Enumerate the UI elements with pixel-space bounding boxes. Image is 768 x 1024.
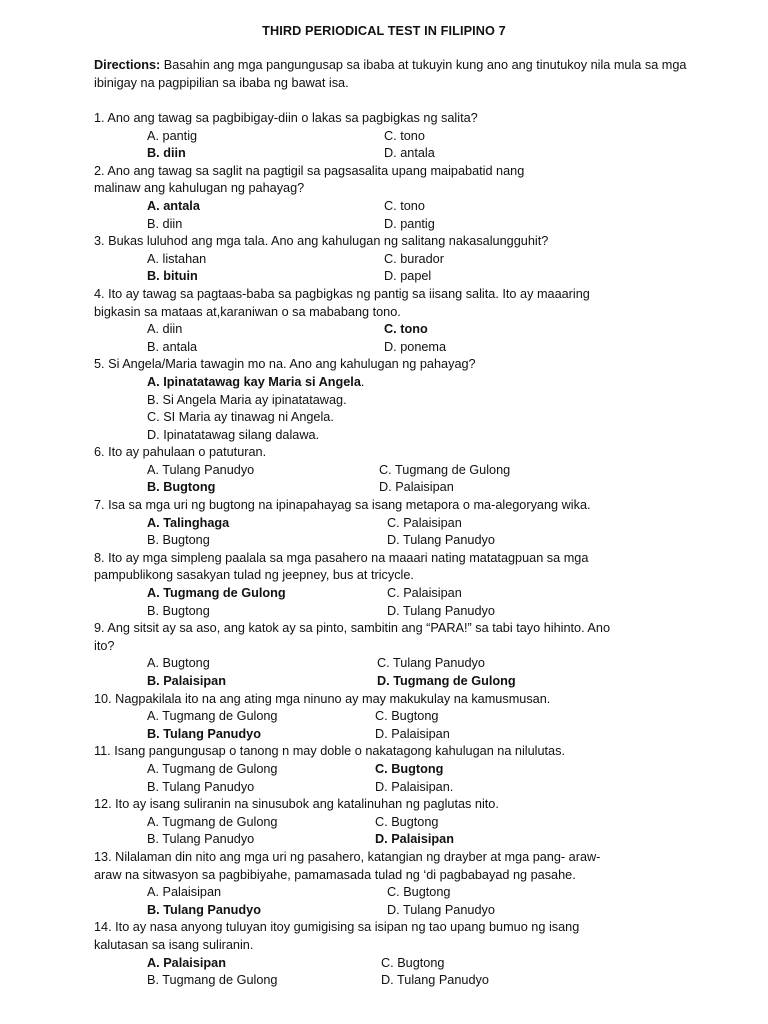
answer-choice <box>94 392 704 410</box>
question-item <box>94 497 704 550</box>
directions <box>94 57 704 92</box>
question-item <box>94 620 704 690</box>
answer-choice-correct: D. Tugmang de Gulong <box>377 674 516 688</box>
answer-choice: B. Tugmang de Gulong <box>147 973 278 988</box>
answer-choice: C. Tugmang de Gulong <box>379 462 511 477</box>
answer-choice: D. antala <box>384 146 435 161</box>
answer-choice-correct: C. Bugtong <box>375 761 444 776</box>
answer-choice: B. Bugtong <box>147 603 210 618</box>
answer-choice-correct: C. tono <box>384 322 428 337</box>
question-text: kalutasan sa isang suliranin. <box>94 937 254 952</box>
choices-row <box>94 814 704 832</box>
answer-choice: B. Bugtong <box>147 533 210 548</box>
question-text: malinaw ang kahulugan ng pahayag? <box>94 181 305 196</box>
answer-choice-correct <box>94 374 704 392</box>
question-text: 7. Isa sa mga uri ng bugtong na ipinapahayag sa isang metapora o ma-alegoryang wika. <box>94 498 591 513</box>
choices-row <box>94 603 704 621</box>
answer-choice: B. Tulang Panudyo <box>147 832 255 847</box>
choices-row <box>94 708 704 726</box>
choices-row <box>94 462 704 480</box>
answer-choice: A. diin <box>147 322 183 337</box>
answer-choice: A. Tulang Panudyo <box>147 462 255 477</box>
choices-row <box>94 655 704 673</box>
question-text: 1. Ano ang tawag sa pagbibigay-diin o lakas sa pagbigkas ng salita? <box>94 111 478 125</box>
choices-row <box>94 479 704 497</box>
answer-choice-correct: A. Palaisipan <box>147 955 226 970</box>
question-text: 11. Isang pangungusap o tanong n may doble o nakatagong kahulugan na nilulutas. <box>94 744 565 759</box>
choices-row <box>94 515 704 533</box>
answer-choice: C. Bugtong <box>375 709 439 724</box>
question-item <box>94 110 704 163</box>
answer-choice-correct: B. bituin <box>147 269 198 284</box>
question-text: 14. Ito ay nasa anyong tuluyan itoy gumigising sa isipan ng tao upang bumuo ng isang <box>94 920 580 935</box>
answer-choice: D. Palaisipan <box>375 726 450 741</box>
answer-choice-correct: A. Talinghaga <box>147 515 230 530</box>
choices-row <box>94 761 704 779</box>
answer-choice <box>94 409 704 427</box>
answer-choice-correct: D. Palaisipan <box>375 832 454 847</box>
answer-choice: C. tono <box>384 128 425 143</box>
answer-choice: D. Tulang Panudyo <box>381 973 489 988</box>
question-text: araw na sitwasyon sa pagbibiyahe, pamamasada tulad ng ‘di pagbabayad ng pasahe. <box>94 867 576 882</box>
questions-list <box>94 110 704 990</box>
answer-choice: D. Tulang Panudyo <box>387 902 495 917</box>
answer-choice-correct: B. Tulang Panudyo <box>147 902 261 917</box>
question-item <box>94 356 704 444</box>
answer-choice: B. diin <box>147 216 183 231</box>
question-text: ito? <box>94 638 115 653</box>
answer-choice-correct: B. Tulang Panudyo <box>147 726 261 741</box>
choices-row <box>94 198 704 216</box>
question-item <box>94 550 704 620</box>
answer-choice-correct: A. antala <box>147 198 200 213</box>
answer-choice-text: A. Ipinatatawag kay Maria si Angela <box>147 374 361 389</box>
question-text: 8. Ito ay mga simpleng paalala sa mga pasahero na maaari nating matatagpuan sa mga <box>94 550 589 565</box>
choices-row <box>94 884 704 902</box>
choices-row <box>94 972 704 990</box>
directions-label: Directions: <box>94 58 161 72</box>
choices-row <box>94 779 704 797</box>
question-text: 13. Nilalaman din nito ang mga uri ng pasahero, katangian ng drayber at mga pang- araw- <box>94 849 601 864</box>
answer-choice-correct: B. diin <box>147 146 186 161</box>
answer-choice: A. Palaisipan <box>147 885 222 900</box>
answer-choice: D. pantig <box>384 216 435 231</box>
answer-choice-punctuation: . <box>360 374 365 389</box>
answer-choice: A. Bugtong <box>147 656 210 671</box>
choices-row <box>94 532 704 550</box>
answer-choice: C. tono <box>384 198 425 213</box>
question-item <box>94 796 704 849</box>
answer-choice: C. Palaisipan <box>387 586 462 601</box>
choices-row <box>94 673 704 691</box>
answer-choice: D. Palaisipan <box>379 480 454 495</box>
answer-choice-text: D. Ipinatatawag silang dalawa. <box>147 427 320 442</box>
answer-choice <box>94 427 704 445</box>
question-item <box>94 691 704 744</box>
question-item <box>94 163 704 233</box>
choices-row <box>94 726 704 744</box>
answer-choice: A. listahan <box>147 251 207 266</box>
page-title: THIRD PERIODICAL TEST IN FILIPINO 7 <box>262 24 506 38</box>
choices-row <box>94 321 704 339</box>
answer-choice: B. Tulang Panudyo <box>147 779 255 794</box>
question-text: 9. Ang sitsit ay sa aso, ang katok ay sa pinto, sambitin ang “PARA!” sa tabi tayo hihinto. Ano <box>94 621 611 636</box>
question-item <box>94 849 704 919</box>
choices-row <box>94 585 704 603</box>
question-text: 3. Bukas luluhod ang mga tala. Ano ang kahulugan ng salitang nakasalungguhit? <box>94 234 549 249</box>
answer-choice: C. Tulang Panudyo <box>377 656 485 671</box>
question-text: pampublikong sasakyan tulad ng jeepney, bus at tricycle. <box>94 568 414 583</box>
answer-choice: A. Tugmang de Gulong <box>147 709 278 724</box>
choices-row <box>94 216 704 234</box>
question-item <box>94 286 704 356</box>
answer-choice-text: C. SI Maria ay tinawag ni Angela. <box>147 410 334 425</box>
question-text: 12. Ito ay isang suliranin na sinusubok ang katalinuhan ng paglutas nito. <box>94 797 499 812</box>
directions-text: Basahin ang mga pangungusap sa ibaba at tukuyin kung ano ang tinutukoy nila mula sa mga ibinigay na pagpipilian sa ibaba ng bawat isa. <box>94 58 687 90</box>
choices-row <box>94 268 704 286</box>
question-text: 6. Ito ay pahulaan o patuturan. <box>94 445 267 460</box>
answer-choice: C. Bugtong <box>387 885 451 900</box>
question-text: 2. Ano ang tawag sa saglit na pagtigil sa pagsasalita upang maipabatid nang <box>94 163 525 178</box>
answer-choice: C. Bugtong <box>375 814 439 829</box>
answer-choice-correct: B. Palaisipan <box>147 674 226 688</box>
answer-choice: C. burador <box>384 251 444 266</box>
choices-row <box>94 251 704 269</box>
question-item <box>94 444 704 497</box>
choices-row <box>94 145 704 163</box>
answer-choice: D. Palaisipan. <box>375 779 454 794</box>
answer-choice: D. Tulang Panudyo <box>387 533 495 548</box>
answer-choice: D. ponema <box>384 339 447 354</box>
question-text: 10. Nagpakilala ito na ang ating mga ninuno ay may makukulay na kamusmusan. <box>94 691 551 706</box>
answer-choice-text: B. Si Angela Maria ay ipinatatawag. <box>147 392 347 407</box>
answer-choice: A. Tugmang de Gulong <box>147 761 278 776</box>
question-text: bigkasin sa mataas at,karaniwan o sa mababang tono. <box>94 304 401 319</box>
answer-choice: D. papel <box>384 269 432 284</box>
answer-choice-correct: B. Bugtong <box>147 480 216 495</box>
choices-row <box>94 128 704 146</box>
choices-row <box>94 902 704 920</box>
question-item <box>94 233 704 286</box>
question-text: 4. Ito ay tawag sa pagtaas-baba sa pagbigkas ng pantig sa iisang salita. Ito ay maaaring <box>94 286 590 301</box>
choices-row <box>94 955 704 973</box>
choices-row <box>94 339 704 357</box>
answer-choice-correct: A. Tugmang de Gulong <box>147 586 286 601</box>
choices-row <box>94 831 704 849</box>
answer-choice: A. pantig <box>147 128 198 143</box>
question-text: 5. Si Angela/Maria tawagin mo na. Ano ang kahulugan ng pahayag? <box>94 357 476 372</box>
answer-choice: C. Bugtong <box>381 955 445 970</box>
question-item <box>94 919 704 989</box>
answer-choice: A. Tugmang de Gulong <box>147 814 278 829</box>
answer-choice: D. Tulang Panudyo <box>387 603 495 618</box>
question-item <box>94 743 704 796</box>
answer-choice: C. Palaisipan <box>387 515 462 530</box>
answer-choice: B. antala <box>147 339 198 354</box>
